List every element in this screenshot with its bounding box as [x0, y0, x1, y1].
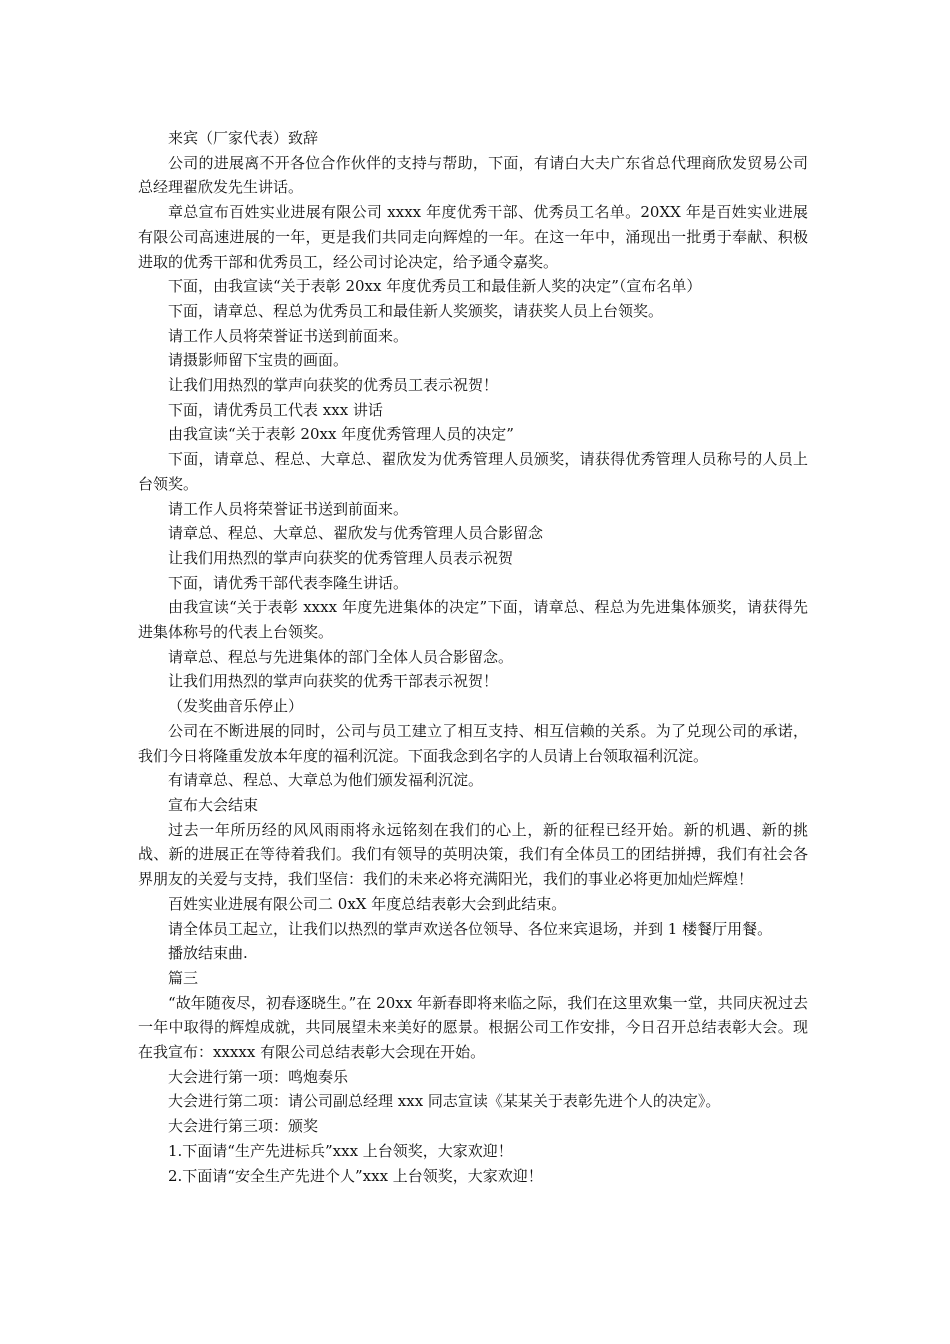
paragraph: 章总宣布百姓实业进展有限公司 xxxx 年度优秀干部、优秀员工名单。20XX 年是百姓实业进展有限公司高速进展的一年，更是我们共同走向辉煌的一年。在这一年中，涌现出一批勇于奉献、积极进取的优秀干部和优秀员工，经公司讨论决定，给予通令嘉奖。 [138, 203, 808, 271]
paragraph: 下面，请优秀干部代表李隆生讲话。 [168, 573, 409, 592]
paragraph: 大会进行第一项：鸣炮奏乐 [168, 1067, 349, 1086]
paragraph: 百姓实业进展有限公司二 0xX 年度总结表彰大会到此结束。 [168, 894, 567, 913]
paragraph: 请全体员工起立，让我们以热烈的掌声欢送各位领导、各位来宾退场，并到 1 楼餐厅用餐。 [168, 919, 773, 938]
paragraph: 由我宣读“关于表彰 20xx 年度优秀管理人员的决定” [168, 425, 514, 444]
paragraph: 1.下面请“生产先进标兵”xxx 上台领奖，大家欢迎！ [168, 1141, 513, 1160]
paragraph: 下面，请章总、程总、大章总、翟欣发为优秀管理人员颁奖，请获得优秀管理人员称号的人员上台领奖。 [138, 450, 808, 493]
paragraph: 让我们用热烈的掌声向获奖的优秀干部表示祝贺！ [168, 672, 499, 691]
paragraph: 公司在不断进展的同时，公司与员工建立了相互支持、相互信赖的关系。为了兑现公司的承诺，我们今日将隆重发放本年度的福利沉淀。下面我念到名字的人员请上台领取福利沉淀。 [138, 721, 808, 765]
paragraph: 下面，由我宣读“关于表彰 20xx 年度优秀员工和最佳新人奖的决定”（宣布名单） [168, 277, 702, 296]
paragraph: 宣布大会结束 [168, 795, 259, 814]
paragraph: 由我宣读“关于表彰 xxxx 年度先进集体的决定”下面，请章总、程总为先进集体颁奖，请获得先进集体称号的代表上台领奖。 [138, 598, 808, 642]
paragraph: 请工作人员将荣誉证书送到前面来。 [168, 499, 409, 518]
paragraph: （发奖曲音乐停止） [168, 697, 304, 716]
paragraph: “故年随夜尽，初春逐晓生。”在 20xx 年新春即将来临之际，我们在这里欢集一堂，共同庆祝过去一年中取得的辉煌成就，共同展望未来美好的愿景。根据公司工作安排，今日召开总结表彰大会。现在我宣布：xxxxx 有限公司总结表彰大会现在开始。 [138, 993, 808, 1062]
paragraph: 下面，请优秀员工代表 xxx 讲话 [168, 400, 383, 419]
paragraph: 请工作人员将荣誉证书送到前面来。 [168, 326, 409, 345]
paragraph: 下面，请章总、程总为优秀员工和最佳新人奖颁奖，请获奖人员上台领奖。 [168, 301, 664, 320]
paragraph: 播放结束曲. [168, 944, 248, 963]
paragraph: 篇三 [168, 968, 199, 987]
paragraph: 请章总、程总、大章总、翟欣发与优秀管理人员合影留念 [168, 524, 544, 543]
paragraph: 请章总、程总与先进集体的部门全体人员合影留念。 [168, 647, 514, 666]
paragraph: 大会进行第三项：颁奖 [168, 1117, 319, 1136]
document-body [138, 126, 808, 1188]
paragraph: 大会进行第二项：请公司副总经理 xxx 同志宣读《某某关于表彰先进个人的决定》。 [168, 1092, 721, 1111]
paragraph: 让我们用热烈的掌声向获奖的优秀管理人员表示祝贺 [168, 548, 514, 567]
paragraph: 有请章总、程总、大章总为他们颁发福利沉淀。 [168, 771, 484, 790]
paragraph: 来宾（厂家代表）致辞 [168, 129, 319, 147]
paragraph: 请摄影师留下宝贵的画面。 [168, 351, 349, 370]
paragraph: 让我们用热烈的掌声向获奖的优秀员工表示祝贺！ [168, 376, 499, 395]
paragraph: 2.下面请“安全生产先进个人”xxx 上台领奖，大家欢迎！ [168, 1166, 543, 1185]
paragraph: 过去一年所历经的风风雨雨将永远铭刻在我们的心上，新的征程已经开始。新的机遇、新的挑战、新的进展正在等待着我们。我们有领导的英明决策，我们有全体员工的团结拼搏，我们有社会各界朋友的关爱与支持，我们坚信：我们的未来必将充满阳光，我们的事业必将更加灿烂辉煌！ [138, 820, 808, 889]
paragraph: 公司的进展离不开各位合作伙伴的支持与帮助，下面，有请白大夫广东省总代理商欣发贸易公司总经理翟欣发先生讲话。 [138, 153, 808, 197]
